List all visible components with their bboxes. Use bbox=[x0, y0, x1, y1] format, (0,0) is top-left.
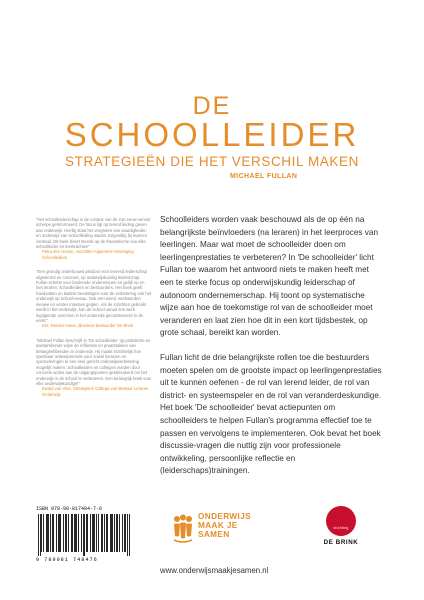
quote-source: Ewald van Vliet, Strategisch Collega van Bestuur Leraren Onderwijs bbox=[42, 386, 149, 397]
quote-source: Petra den Hoven, voorzitter Algemene Vereniging Schoolleiders bbox=[42, 249, 134, 260]
website-url: www.onderwijsmaakjesamen.nl bbox=[160, 566, 269, 575]
isbn-barcode bbox=[36, 506, 136, 572]
people-figures-icon bbox=[172, 514, 194, 544]
barcode-digits: 9 789081 748476 bbox=[36, 557, 98, 563]
author-name: MICHAEL FULLAN bbox=[230, 173, 298, 180]
brink-name: DE BRINK bbox=[323, 539, 359, 546]
blurb bbox=[160, 214, 382, 490]
blurb-paragraph: Schoolleiders worden vaak beschouwd als de op één na belangrijkste beïnvloeders (na leraren) in het leerproces van leerlingen. Maar wat moet de schoolleider doen om leerlingenprestaties te verbeteren? In 'De schoolleider' licht Fullan toe waarom het antwoord niets te maken heeft met een te sterke focus op onderwijskundig leiderschap of autonoom ondernemerschap. Hij toont op systematische wijze aan hoe de toekomstige rol van de schoolleider moet veranderen en laat zien hoe dit in een kort tijdsbestek, op grote schaal, bereikt kan worden. bbox=[160, 215, 379, 338]
book-subtitle: STRATEGIEËN DIE HET VERSCHIL MAKEN bbox=[65, 154, 359, 169]
quote bbox=[36, 217, 152, 260]
book-title: SCHOOLLEIDER bbox=[64, 116, 360, 153]
onderwijs-logo-text: ONDERWIJS MAAK JE SAMEN bbox=[198, 512, 252, 539]
onderwijs-maak-je-samen-logo bbox=[172, 512, 262, 552]
quote-text: "Het schoolleiderschap in de context van de 21e eeuw vereist scherpe geïnformeerd. De focus ligt op lerend leiding geven aan onderwijs. Hierbij staat het vergroten van vaardigheden en onderwijs van schoolleiding waarin zorgvuldig bij teamen centraal. Dit boek levert steeds op de theoretische van elke schoolleider en leerkrachten" bbox=[36, 217, 151, 250]
title-prefix: DE bbox=[192, 92, 232, 120]
de-brink-logo bbox=[318, 506, 362, 550]
isbn-label: ISBN 978-90-817484-7-6 bbox=[36, 506, 103, 512]
quote-source: Drs. Reinier Kwee, directeur-bestuurder De Brink bbox=[42, 323, 133, 329]
brink-stichting-label: stichting bbox=[333, 526, 349, 530]
quotes-column bbox=[36, 217, 152, 406]
quote-text: "Een grondig onderbouwd pleidooi voor leerend leiderschap afgestemd en concreet, op onderwijskundig leiderschap. Fullan schetst voor bruikende onderwerpen en gelijk op en niet leraren, schoolleiders en bestuurders. Het boek geeft handvatten en kaders bevattingen voor de verbetering van het onderwijs op school-niveau. Ook een wend, werkwerden nieuwe en verder intenties geglen. Als de inzichten gebruikt wordt in het onderwijs, kan de school vanuit ons werk ingrijpende overvloei in het onderwijs geconstrueerd in de eerst." bbox=[36, 269, 152, 323]
barcode-icon bbox=[36, 514, 132, 556]
blurb-paragraph: Fullan licht de drie belangrijkste rollen toe die bestuurders moeten spelen om de grootste impact op leerlingenprestaties uit te kunnen oefenen - de rol van lerend leider, de rol van district- en systeemspeler en de rol van veranderdeskundige. Het boek 'De schoolleider' bevat actiepunten om schoolleiders te helpen Fullan's programma effectief toe te passen en vervolgens te implementeren. Ook bevat het boek discussie-vragen die nuttig zijn voor professionele ontwikkeling, persoonlijke reflectie en (leiderschaps)trainingen. bbox=[160, 352, 382, 476]
quote bbox=[36, 269, 152, 328]
quote-text: "Michael Fullan beschrijft in 'De schoolleider' op praktische en aansprekende wijze de refleeties en praatstukken van belanghebbenden in onderwijs. Hij maakt inzichtelijk hoe openbaar ontwerperende voor zowel leeraren en opzonderingen te een snel gericht onderwijsverbetering mogelijk maken. Schoolleiders en collega's worden door concrete acties aan de uitgangspunten gestimuleerd om het onderwijs in de school te verbeteren. Een belangrijk boek voor elke onderwijskundige!" bbox=[36, 337, 152, 386]
red-circle-logo-icon bbox=[326, 506, 356, 536]
quote bbox=[36, 338, 152, 397]
